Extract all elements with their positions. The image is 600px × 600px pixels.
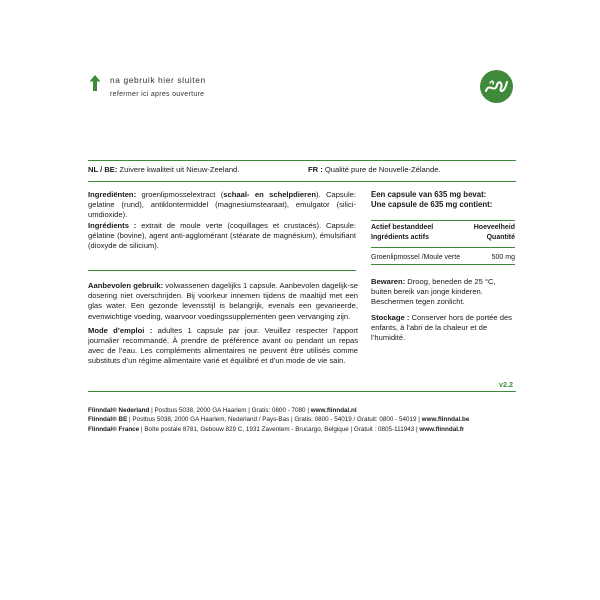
footer-line-nl: Flinndal® Nederland | Postbus 5038, 2000 GA Haarlem | Gratis: 0800 - 7080 | www.flinndal.nl <box>88 407 357 414</box>
footer-line-fr: Flinndal® France | Boîte postale 8781, Gebouw 829 C, 1931 Zaventem - Brucargo, Belgique | Gratuit : 0805-111943 | www.flinndal.fr <box>88 425 465 433</box>
table-header-fr: Ingrédients actifs Quantité <box>371 234 515 241</box>
storage-fr: Stockage : Conserver hors de portée des enfants, à l’abri de la chaleur et de l’humidité. <box>371 312 512 343</box>
usage-nl: Aanbevolen gebruik: volwassenen dagelijks 1 capsule. Aanbevolen dagelijk-se dosering niet overschrijden. Bij voorkeur innemen tijdens de maaltijd met een glas water. Een gezonde levensstijl is belangrijk, evenals een gevarieerde, evenwichtige voeding, waarvoor voedingssupplementen geen vervanging zijn. <box>88 281 359 321</box>
footer-line-be: Flinndal® BE | Postbus 5038, 2000 GA Haarlem, Nederland / Pays-Bas | Gratis: 0800 - 54019 / Gratuit: 0800 - 54019 | www.flinndal.be <box>88 416 470 424</box>
usage-block <box>88 281 358 367</box>
capsule-title: Een capsule van 635 mg bevat: Une capsule de 635 mg contient: <box>371 190 493 210</box>
divider <box>88 391 516 392</box>
nutrition-table <box>371 221 515 264</box>
mussel-logo-icon <box>480 70 513 103</box>
quality-fr: FR : Qualité pure de Nouvelle-Zélande. <box>308 165 441 174</box>
usage-fr: Mode d’emploi : adultes 1 capsule par jour. Veuillez respecter l’apport journalier recommandé. À prendre de préférence avant ou pendant un repas avec de l’eau. Les compléments alimentaires ne peuvent être utilisés comme substituts d’un régime alimentaire varié et équilibré et d’un mode de vie sain. <box>88 325 359 366</box>
website-link[interactable]: www.flinndal.fr <box>419 425 465 433</box>
close-instruction-fr: refermer ici apres ouverture <box>110 91 205 98</box>
divider <box>88 160 516 161</box>
ingredients-nl: Ingrediënten: groenlipmosselextract (schaal- en schelpdieren). Capsule: gelatine (rund), antiklontermiddel (magnesiumstearaat), emulgator (silici-umdioxide). <box>88 190 356 220</box>
table-row: Groenlipmossel /Moule verte 500 mg <box>371 254 515 261</box>
version-label: v2.2 <box>499 380 513 389</box>
up-arrow-icon <box>88 74 102 92</box>
website-link[interactable]: www.flinndal.nl <box>310 407 357 414</box>
ingredients-block <box>88 190 356 251</box>
table-rule <box>371 247 515 248</box>
divider <box>88 270 356 271</box>
close-instruction-nl: na gebruik hier sluiten <box>110 75 206 85</box>
storage-nl: Bewaren: Droog, beneden de 25 °C, buiten bereik van jonge kinderen. Beschermen tegen zonlicht. <box>371 277 496 307</box>
divider <box>88 181 516 182</box>
storage-block <box>371 277 515 343</box>
website-link[interactable]: www.flinndal.be <box>421 416 470 424</box>
table-rule <box>371 264 515 265</box>
table-header-nl: Actief bestanddeel Hoeveelheid <box>371 224 515 231</box>
footer <box>88 406 469 434</box>
quality-nl: NL / BE: Zuivere kwaliteit uit Nieuw-Zeeland. <box>88 165 240 174</box>
ingredients-fr: Ingrédients : extrait de moule verte (coquillages et crustacés). Capsule: gélatine (bovine), agent anti-agglomérant (stéarate de magnésium), émulsifiant (dioxyde de silicium). <box>88 220 356 251</box>
